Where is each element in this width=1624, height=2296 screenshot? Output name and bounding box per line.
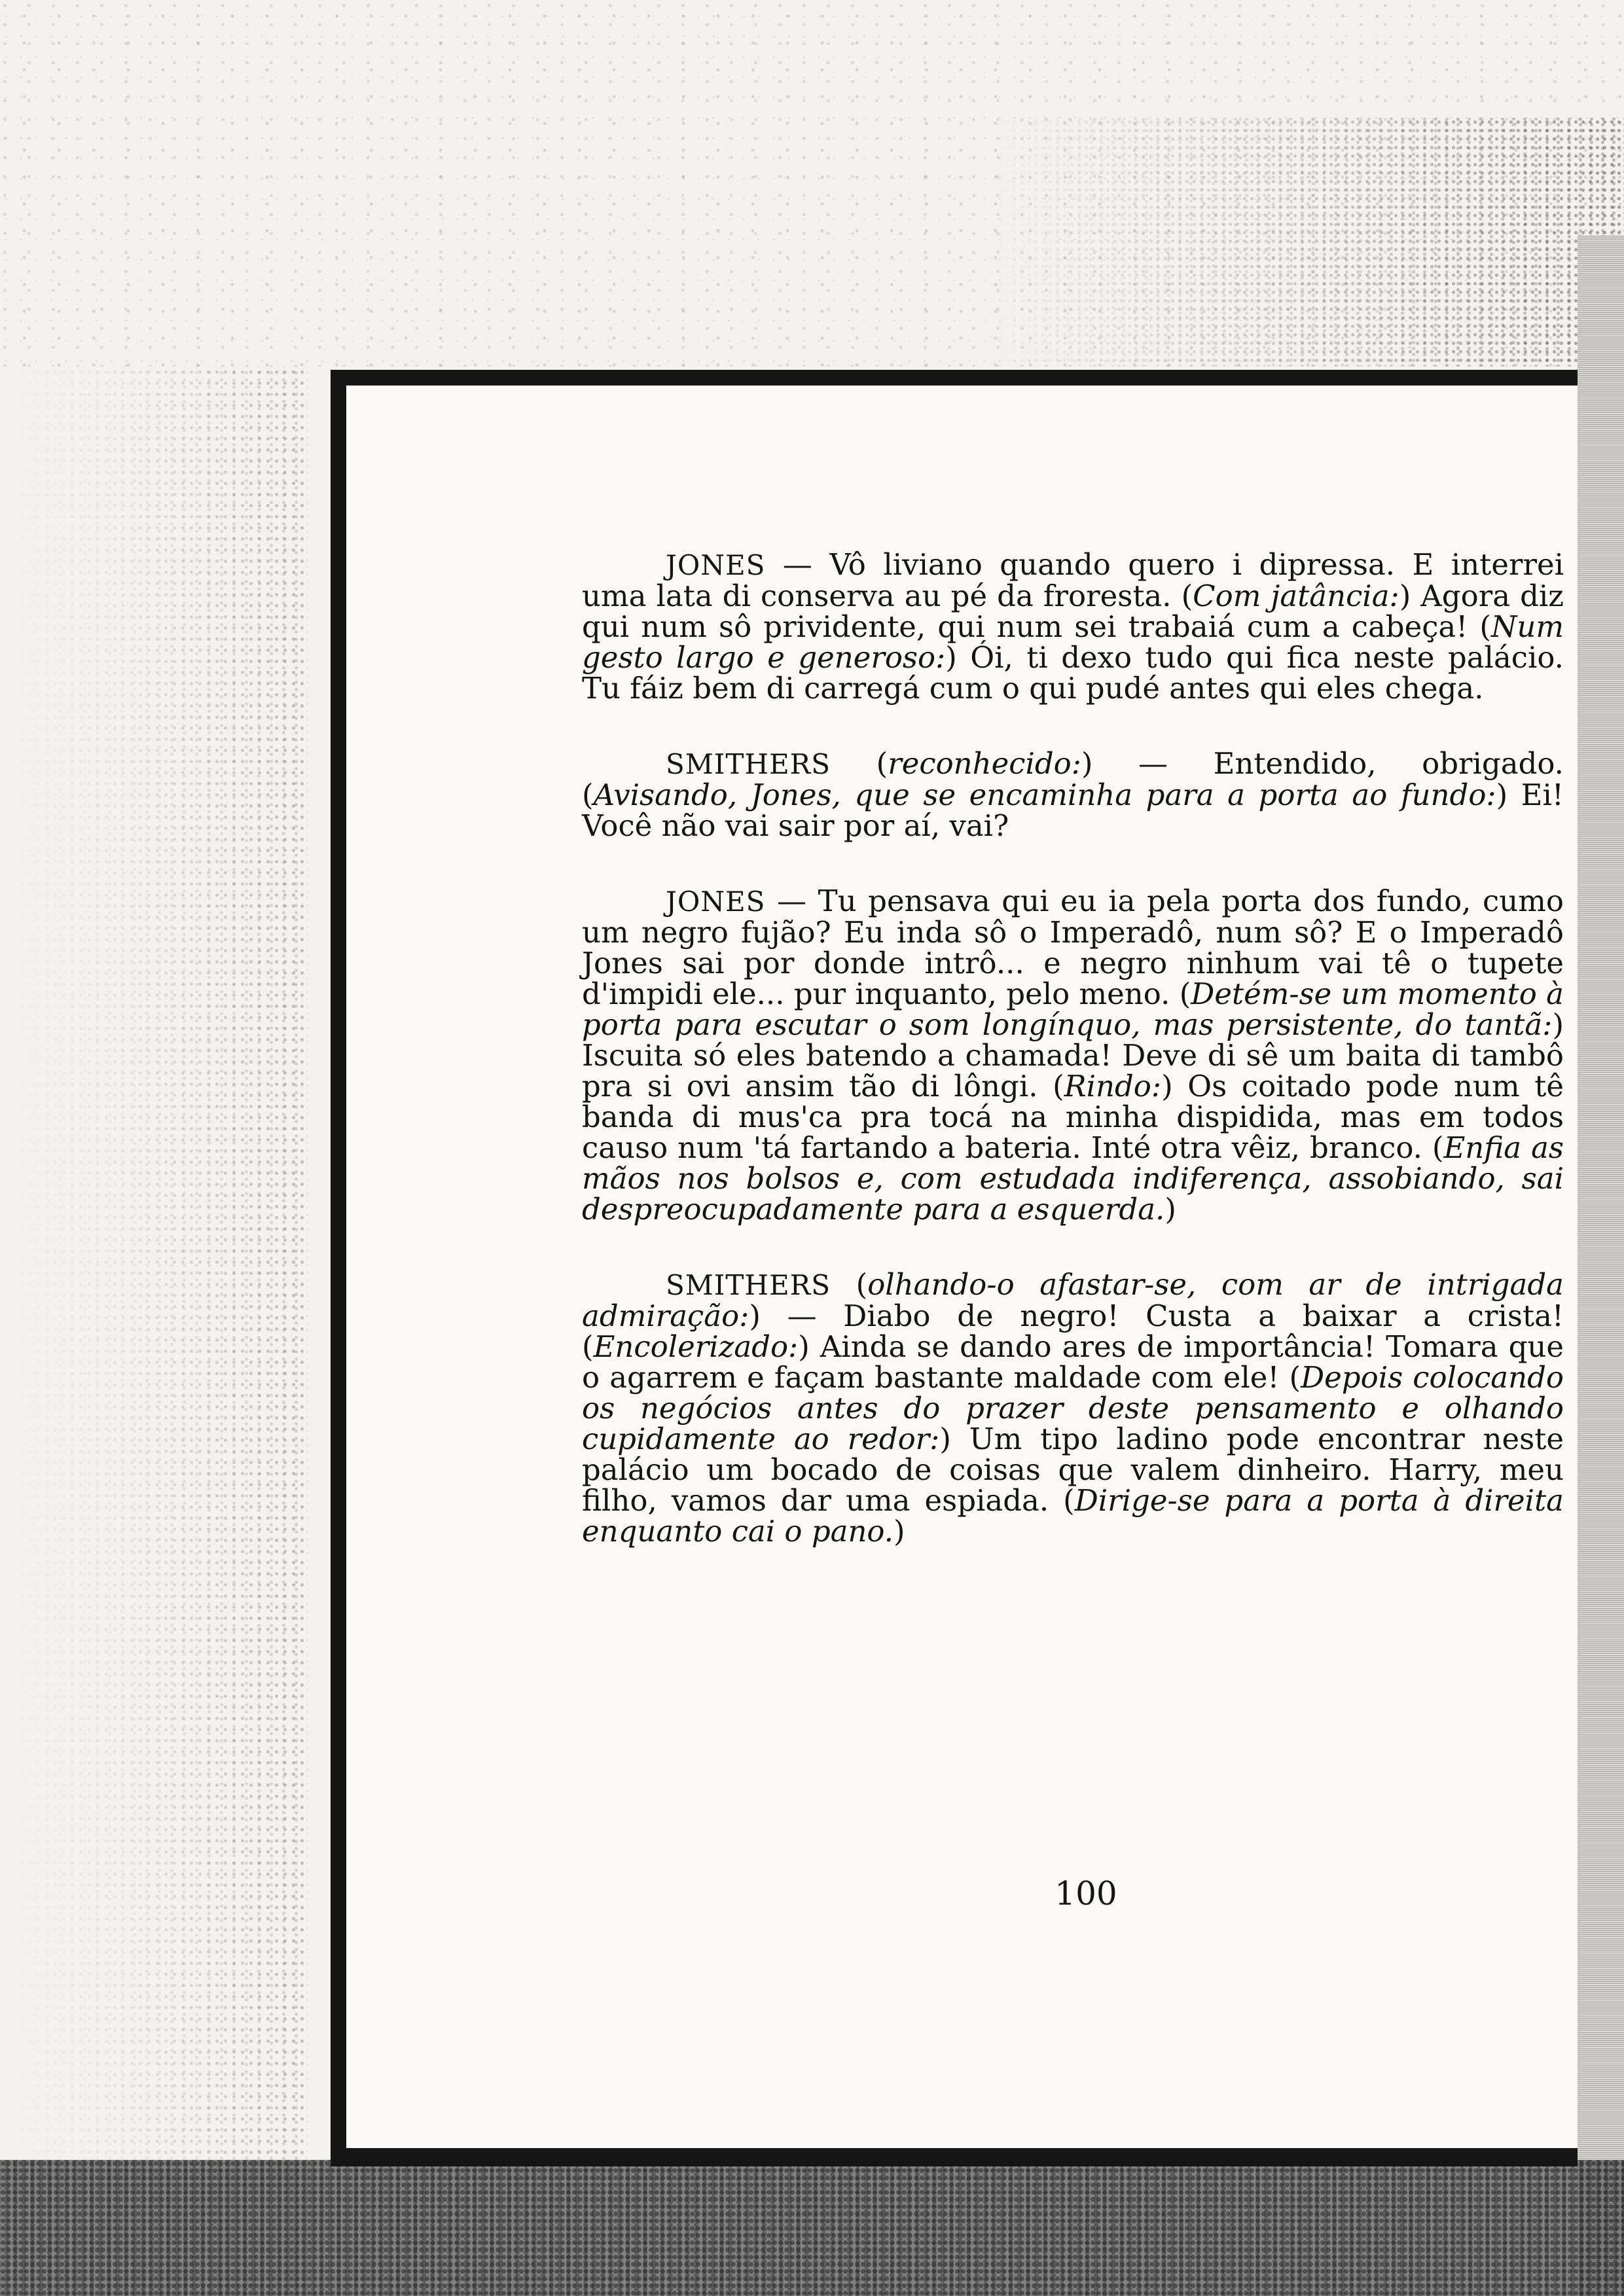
speaker-name: SMITHERS	[666, 748, 831, 780]
stage-direction: Num gesto largo e generoso:	[582, 609, 1564, 675]
dialogue-text: )	[1164, 1192, 1176, 1227]
page-number: 100	[1055, 1874, 1117, 1912]
stage-direction: Encolerizado:	[593, 1329, 799, 1364]
stage-direction: Avisando, Jones, que se encaminha para a porta ao fundo:	[593, 778, 1496, 812]
stage-direction: reconhecido:	[888, 746, 1081, 781]
stage-direction: Detém-se um momento à porta para escutar o som longínquo, mas persistente, do tantã:	[582, 977, 1564, 1042]
dialogue-paragraph	[582, 886, 1564, 1225]
dialogue-text: ) Os coitado pode num tê banda di mus'ca pra tocá na minha dispidida, mas em todos causo num 'tá fartando a bateria. Inté otra vêiz, branco. (	[582, 1069, 1564, 1165]
scan-noise-bottom	[0, 2160, 1624, 2296]
dialogue-text: ) Ei! Você não vai sair por aí, vai?	[582, 778, 1564, 843]
dialogue-paragraph	[582, 549, 1564, 704]
dialogue-text: ) Iscuita só eles batendo a chamada! Deve di sê um baita di tambô pra si ovi ansim tão di lôngi. (	[582, 1007, 1564, 1103]
dialogue-text: — Tu pensava qui eu ia pela porta dos fundo, cumo um negro fujão? Eu inda sô o Imperadô, num sô? E o Imperadô Jones sai por donde intrô... e negro ninhum vai tê o tupete d'impidi ele... pur inquanto, pelo meno. (	[582, 884, 1564, 1011]
dialogue-text: — Vô liviano quando quero i dipressa. E interrei uma lata di conserva au pé da froresta. (	[582, 547, 1564, 613]
speaker-name: SMITHERS	[666, 1269, 831, 1301]
dialogue-text: (	[831, 1267, 868, 1302]
dialogue-text: ) Ainda se dando ares de importância! Tomara que o agarrem e façam bastante maldade com ele! (	[582, 1329, 1564, 1395]
dialogue-text: )	[893, 1514, 905, 1549]
dialogue-text: ) — Diabo de negro! Custa a baixar a crista! (	[582, 1299, 1564, 1364]
dialogue-paragraph	[582, 1269, 1564, 1547]
speaker-name: JONES	[666, 886, 766, 918]
book-page	[331, 370, 1578, 2166]
dialogue-text: ) — Entendido, obrigado. (	[582, 746, 1564, 812]
dialogue-paragraph	[582, 748, 1564, 841]
scan-noise-left	[0, 367, 308, 2296]
scan-noise-top-right	[982, 118, 1624, 367]
stage-direction: Rindo:	[1064, 1069, 1162, 1103]
speaker-name: JONES	[666, 549, 766, 581]
dialogue-text: ) Ói, ti dexo tudo qui fica neste palácio. Tu fáiz bem di carregá cum o qui pudé antes qui eles chega.	[582, 640, 1564, 706]
stage-direction: Depois colocando os negócios antes do prazer deste pensamento e olhando cupidamente ao redor:	[582, 1360, 1564, 1456]
stage-direction: Dirige-se para a porta à direita enquanto cai o pano.	[582, 1483, 1564, 1549]
dialogue-text: ) Agora diz qui num sô privident​e, qui num sei trabaiá cum a cabeça! (	[582, 579, 1564, 644]
page-body	[582, 549, 1564, 1591]
stage-direction: olhando-o afastar-se, com ar de intrigada admiração:	[582, 1267, 1564, 1333]
scan-edge-right	[1578, 236, 1624, 2296]
dialogue-text: (	[831, 746, 888, 781]
dialogue-text: ) Um tipo ladino pode encontrar neste palácio um bocado de coisas que valem dinheiro. Harry, meu filho, vamos dar uma espiada. (	[582, 1422, 1564, 1518]
stage-direction: Enfia as mãos nos bolsos e, com estudada indiferença, assobiando, sai despreocupadamente para a esquerda.	[582, 1130, 1564, 1227]
stage-direction: Com jatância:	[1193, 579, 1399, 613]
